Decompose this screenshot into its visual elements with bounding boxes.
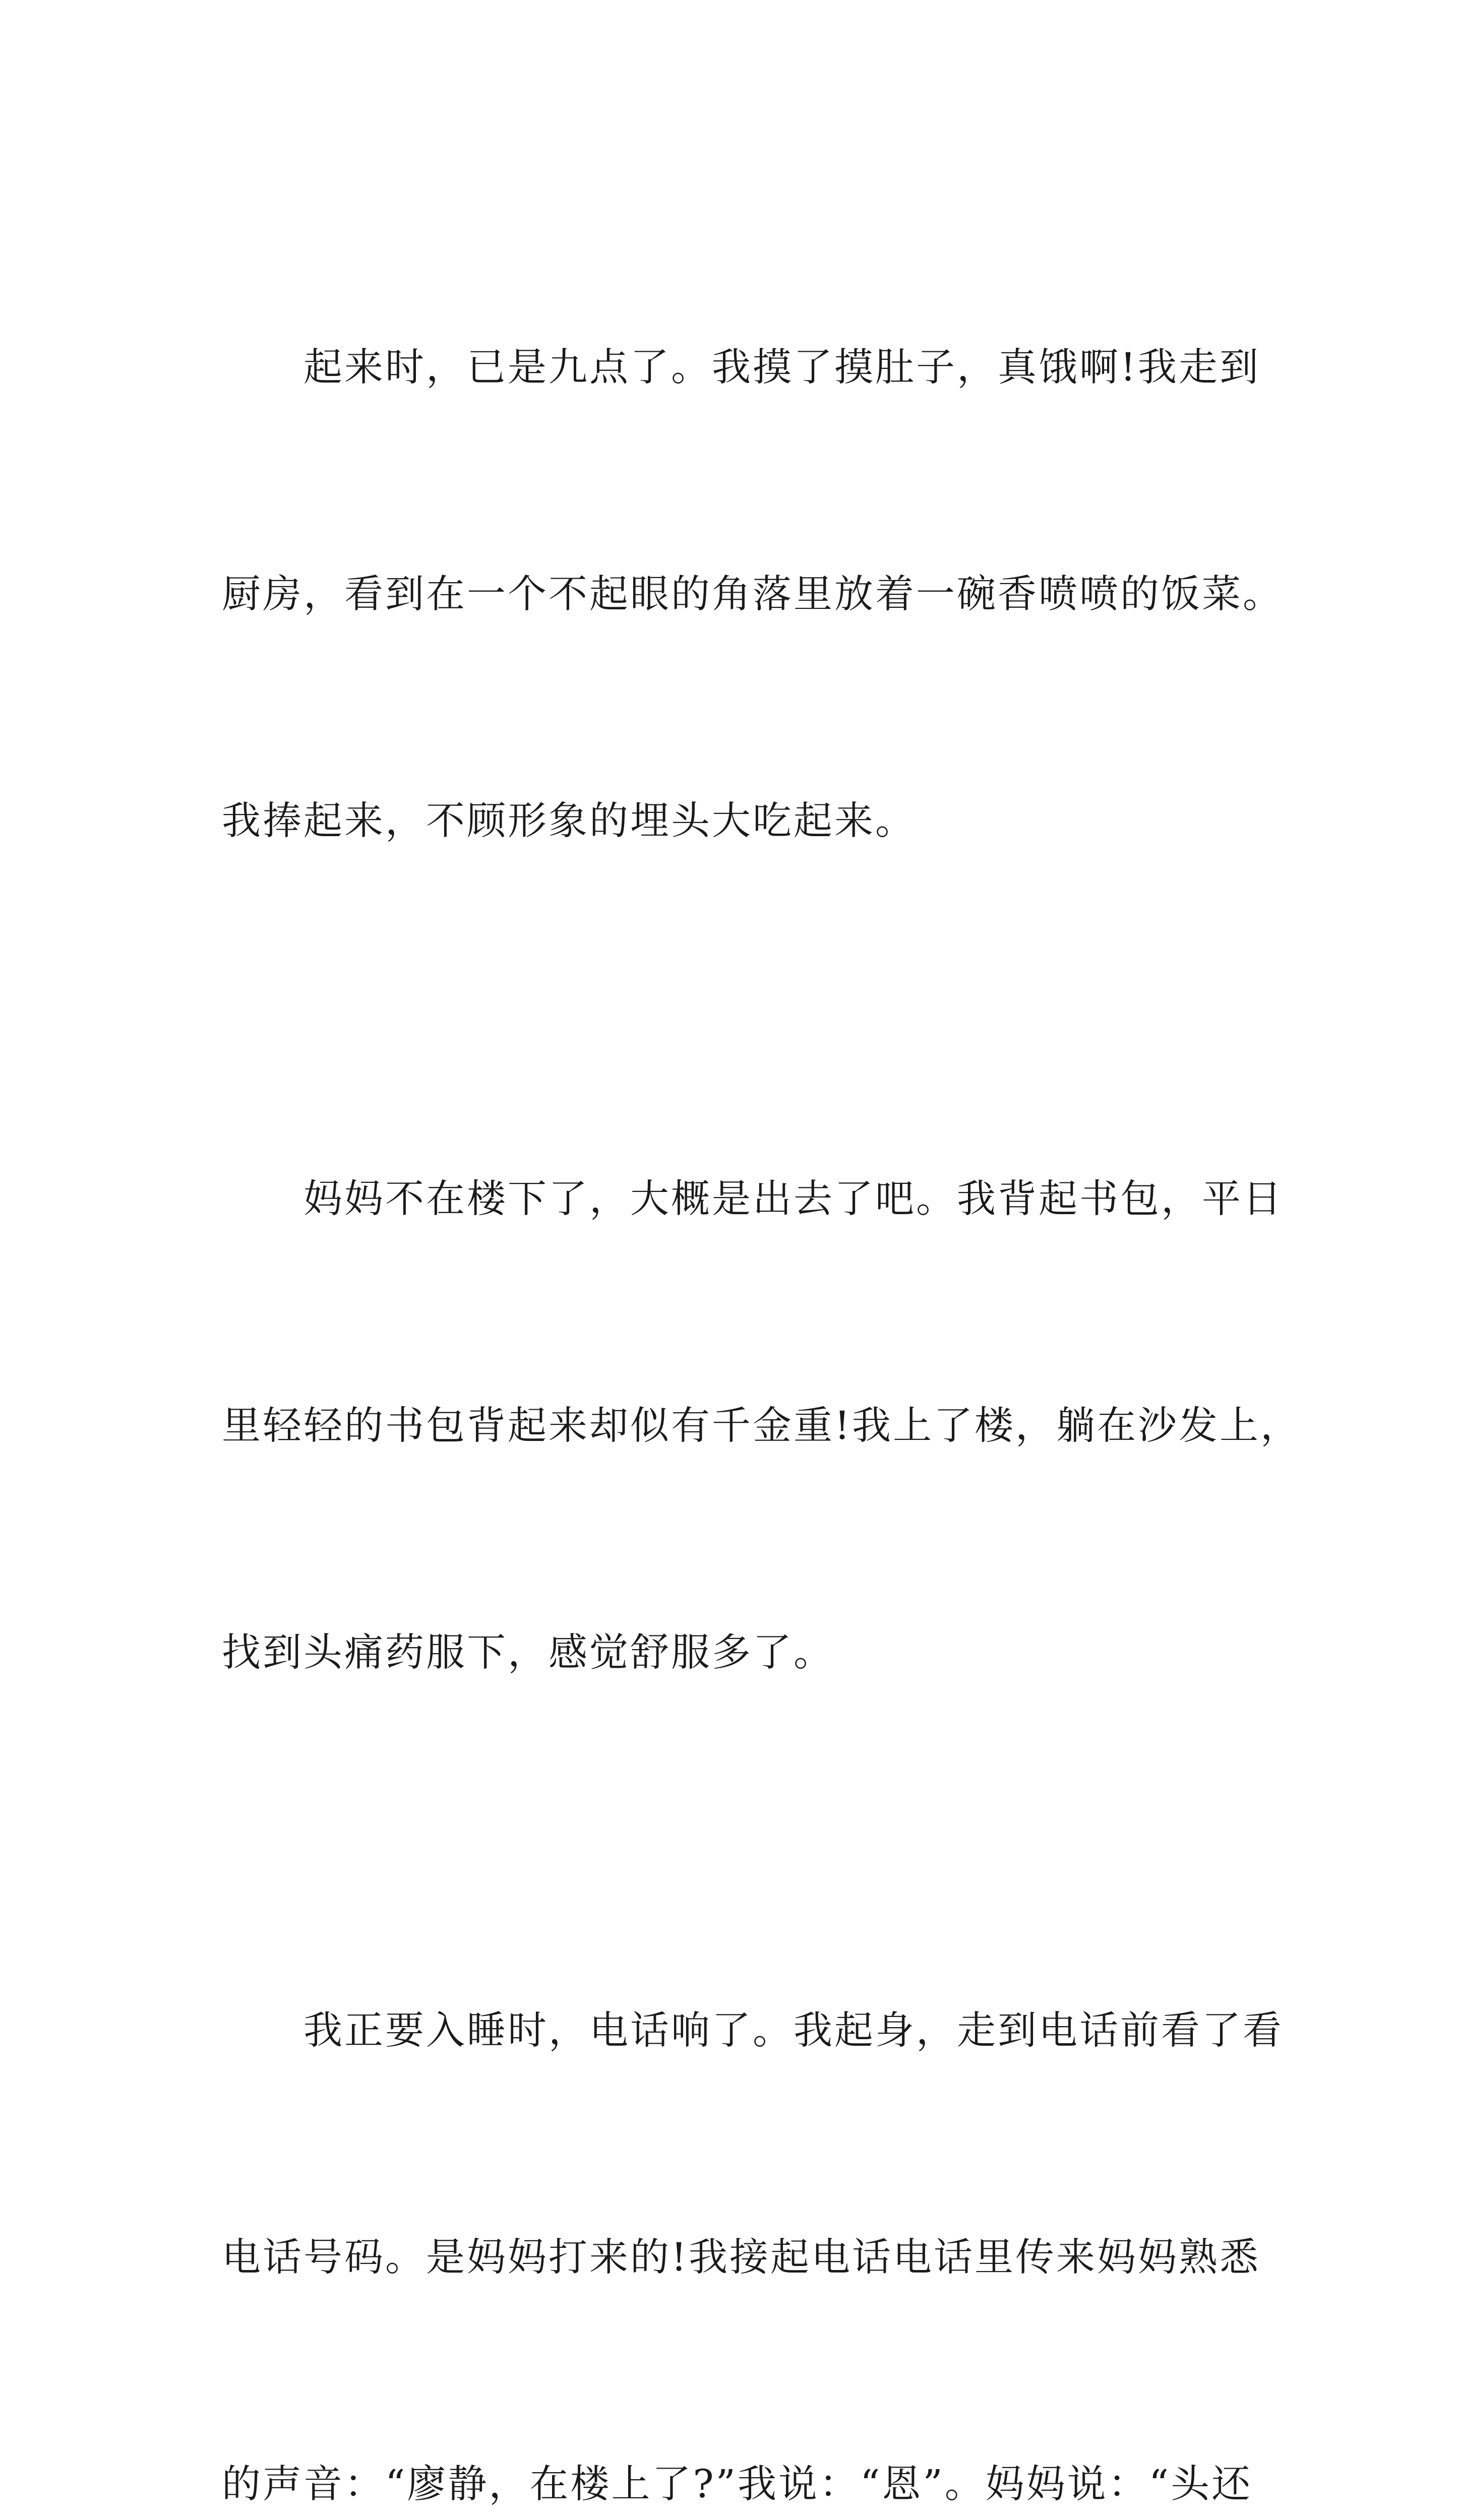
paragraph-3: [222, 1842, 1284, 2520]
text-line: 找到头痛药服下，感觉舒服多了。: [222, 1630, 834, 1675]
document-body: [222, 179, 1301, 2520]
paragraph-2: [222, 1011, 1301, 1842]
text-line: 妈妈不在楼下了，大概是出去了吧。我背起书包，平日: [222, 1177, 1284, 1222]
paragraph-1: [222, 179, 1284, 1011]
text-line: 我捧起来，不顾形象的埋头大吃起来。: [222, 799, 916, 844]
text-line: 我正要入睡时，电话响了。我起身，走到电话前看了看: [222, 2008, 1284, 2053]
text-line: 电话号码。是妈妈打来的!我接起电话电话里传来妈妈熟悉: [222, 2235, 1260, 2280]
text-line: 里轻轻的书包背起来却似有千金重!我上了楼，躺在沙发上，: [222, 1404, 1301, 1448]
text-line: 起来时，已是九点了。我摸了摸肚子，真饿啊!我走到: [222, 345, 1260, 390]
text-line: 的声音：“廖静，在楼上了?”我说：“恩”。妈妈说：“头还: [222, 2462, 1253, 2507]
text-line: 厨房，看到在一个不起眼的角落里放着一碗香喷喷的饭菜。: [222, 572, 1284, 617]
